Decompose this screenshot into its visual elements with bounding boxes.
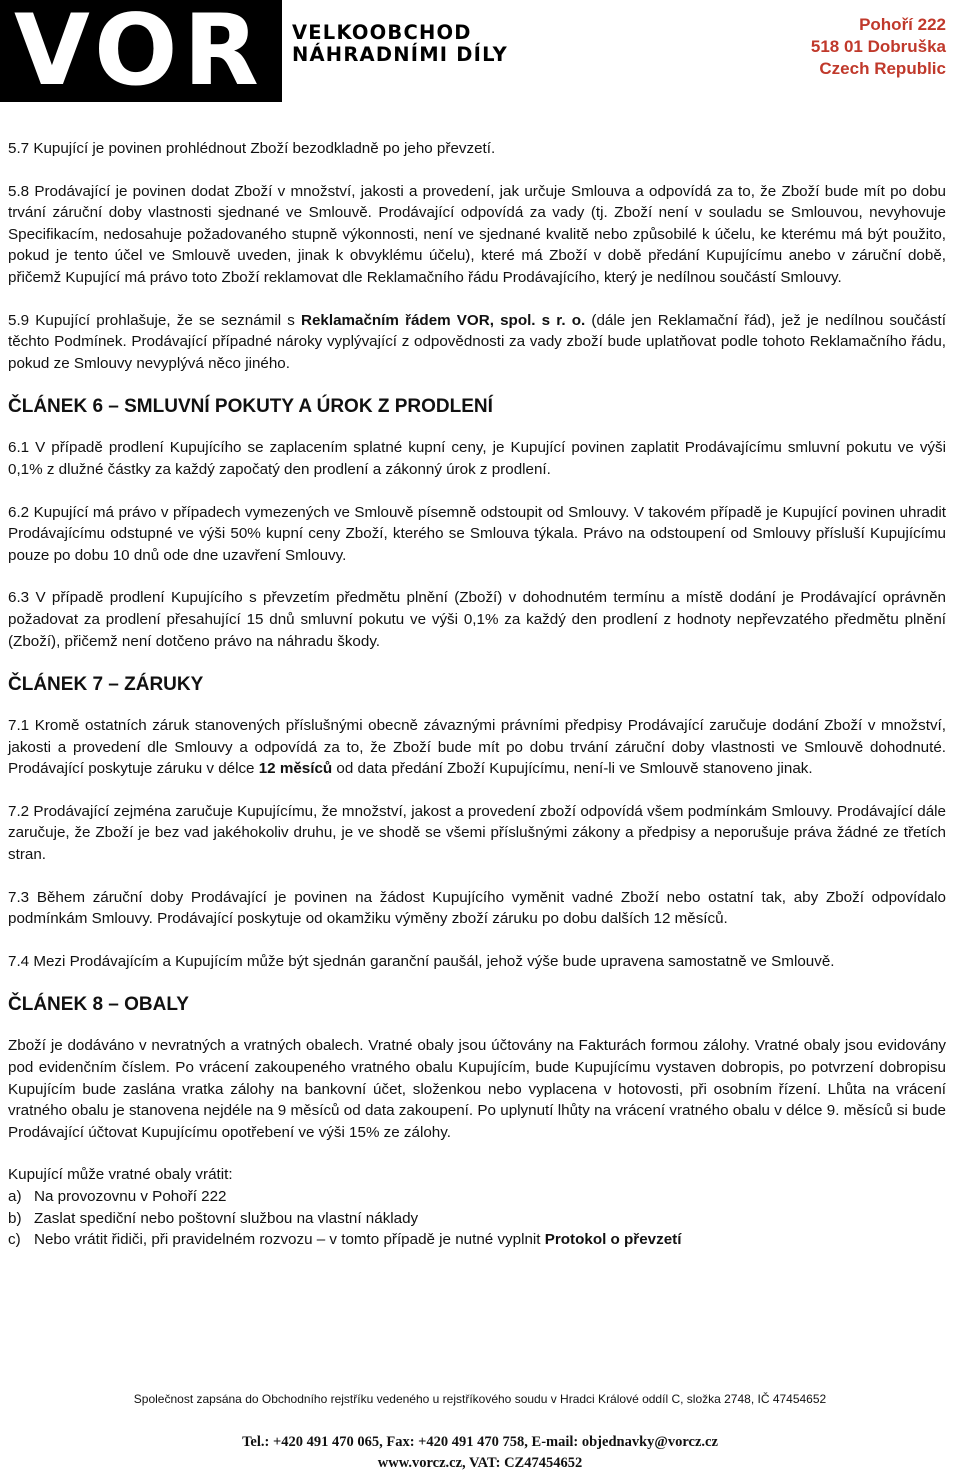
p59-text-a: 5.9 Kupující prohlašuje, že se seznámil s xyxy=(8,311,301,329)
list-marker: b) xyxy=(8,1209,22,1227)
vor-logo xyxy=(0,0,282,108)
paragraph-8: Zboží je dodáváno v nevratných a vratných obalech. Vratné obaly jsou účtovány na Fakturách formou zálohy. Vratné obaly jsou evidovány pod evidenčním číslem. Po vrácení zakoupeného vratného obalu Kupujícím, bude Kupujícímu vystaven dobropis, po potvrzení dobropisu Kupujícím bude zaslána vratka zálohy na bankovní účet, složenkou nebo vyplacena v hotovosti, při osobním řízení. Lhůta na vrácení vratného obalu je stanovena nejdéle na 9 měsíců od data zakoupení. Po uplynutí lhůty na vrácení vratného obalu v délce 9. měsíců si bude Prodávající účtovat Kupujícímu opotřebení ve výši 15% ze zálohy. xyxy=(8,1037,946,1141)
paragraph-6-1: 6.1 V případě prodlení Kupujícího se zaplacením splatné kupní ceny, je Kupující povinen zaplatit Prodávajícímu smluvní pokutu ve výši 0,1% z dlužné částky za každý započatý den prodlení a zákonný úrok z prodlení. xyxy=(8,439,946,478)
brand-name xyxy=(292,22,508,66)
p71-text-a: 7.1 Kromě ostatních záruk stanovených příslušnými obecně závaznými právními předpisy Prodávající zaručuje dodání Zboží v množství, jakosti a provedení dle Smlouvy a odpovídá za to, že Zboží bude mít po dobu trvání záruční doby vlastnosti ve Smlouvě dohodnuté. Prodávající poskytuje záruku v délce xyxy=(8,717,946,778)
list-item xyxy=(8,1229,946,1251)
list-text xyxy=(34,1229,681,1251)
registry-note: Společnost zapsána do Obchodního rejstříku vedeného u rejstříkového soudu v Hradci Králové oddíl C, složka 2748, IČ 47454652 xyxy=(133,1392,827,1406)
address-line-3: Czech Republic xyxy=(819,59,946,78)
article-7-heading: ČLÁNEK 7 – ZÁRUKY xyxy=(8,674,204,696)
paragraph-7-4: 7.4 Mezi Prodávajícím a Kupujícím může být sjednán garanční paušál, jehož výše bude upravena samostatně ve Smlouvě. xyxy=(8,952,835,970)
paragraph-6-2: 6.2 Kupující má právo v případech vymezených ve Smlouvě písemně odstoupit od Smlouvy. V takovém případě je Kupující povinen uhradit Prodávajícímu odstupné ve výši 50% kupní ceny Zboží, kterého se Smlouva týkala. Právo na odstoupení od Smlouvy přísluší Kupujícímu pouze po dobu 10 dnů ode dne uzavření Smlouvy. xyxy=(8,503,946,564)
brand-line-2: NÁHRADNÍMI DÍLY xyxy=(292,43,508,66)
brand-line-1: VELKOOBCHOD xyxy=(292,21,472,44)
paragraph-5-8: 5.8 Prodávající je povinen dodat Zboží v množství, jakosti a provedení, jak určuje Smlouva a odpovídá za to, že Zboží bude mít po dobu trvání záruční doby vlastnosti sjednané ve Smlouvě. Prodávající odpovídá za vady (tj. Zboží není v souladu se Smlouvou, nevyhovuje Specifikacím, nedosahuje požadovaného stupně výkonnosti, není ve sjednané kvalitě nebo způsobilé k účelu, ke kterému má být použito, pokud je tento účel ve Smlouvě uveden, jinak k obvyklému účelu), které má Zboží v době předání Kupujícímu anebo v záruční době, přičemž Kupující má právo toto Zboží reklamovat dle Reklamačního řádu Prodávajícího, který je nedílnou součástí Smlouvy. xyxy=(8,182,946,286)
p71-bold: 12 měsíců xyxy=(258,760,333,778)
p59-text-b: (dále jen Reklamační řád), jež je nedílnou součástí těchto Podmínek. Prodávající případné nároky vyplývající z odpovědnosti za vady zboží bude uplatňovat podle tohoto Reklamačního řádu, pokud ze Smlouvy nevyplývá něco jiného. xyxy=(8,311,946,372)
contact-footer xyxy=(0,1432,960,1474)
list-marker: c) xyxy=(8,1231,21,1249)
logo-text: VOR xyxy=(14,0,265,108)
article-6-heading: ČLÁNEK 6 – SMLUVNÍ POKUTY A ÚROK Z PRODLENÍ xyxy=(8,396,493,418)
p59-bold: Reklamačním řádem VOR, spol. s r. o. xyxy=(300,311,586,329)
list-item xyxy=(8,1186,946,1208)
list-marker: a) xyxy=(8,1188,22,1205)
address-line-1: Pohoří 222 xyxy=(859,15,946,34)
paragraph-5-7: 5.7 Kupující je povinen prohlédnout Zboží bezodkladně po jeho převzetí. xyxy=(8,140,496,157)
article-8-heading: ČLÁNEK 8 – OBALY xyxy=(8,994,189,1016)
paragraph-7-1 xyxy=(8,715,946,780)
list-text: Na provozovnu v Pohoří 222 xyxy=(34,1188,227,1205)
list-item xyxy=(8,1208,946,1230)
document-body xyxy=(8,138,946,1251)
paragraph-6-3: 6.3 V případě prodlení Kupujícího s převzetím předmětu plnění (Zboží) v dohodnutém termínu a místě dodání je Prodávající oprávněn požadovat za prodlení přesahující 15 dnů smluvní pokutu ve výši 0,1% za každý den prodlení z hodnoty nepřevzatého předmětu plnění (Zboží), přičemž není dotčeno právo na náhradu škody. xyxy=(8,589,946,650)
company-address xyxy=(811,14,946,80)
address-line-2: 518 01 Dobruška xyxy=(810,37,946,56)
paragraph-5-9 xyxy=(8,310,946,375)
return-options-list xyxy=(8,1186,946,1251)
list-text: Zaslat spediční nebo poštovní službou na vlastní náklady xyxy=(34,1209,419,1227)
p71-text-b: od data předání Zboží Kupujícímu, není-li ve Smlouvě stanoveno jinak. xyxy=(332,760,813,778)
list-text-bold: Protokol o převzetí xyxy=(544,1231,682,1249)
list-intro: Kupující může vratné obaly vrátit: xyxy=(8,1166,233,1184)
paragraph-7-3: 7.3 Během záruční doby Prodávající je povinen na žádost Kupujícího vyměnit vadné Zboží nebo ostatní tak, aby Zboží odpovídalo podmínkám Smlouvy. Prodávající poskytuje od okamžiku výměny zboží záruku po dobu dalších 12 měsíců. xyxy=(8,888,946,928)
web-vat-line: www.vorcz.cz, VAT: CZ47454652 xyxy=(377,1455,583,1471)
contact-line: Tel.: +420 491 470 065, Fax: +420 491 470 758, E-mail: objednavky@vorcz.cz xyxy=(242,1434,718,1450)
list-text-plain: Nebo vrátit řidiči, při pravidelném rozvozu – v tomto případě je nutné vyplnit xyxy=(34,1231,545,1249)
paragraph-7-2: 7.2 Prodávající zejména zaručuje Kupujícímu, že množství, jakost a provedení zboží odpovídá všem podmínkám Smlouvy. Prodávající dále zaručuje, že Zboží je bez vad jakéhokoliv druhu, je ve shodě se všemi příslušnými zákony a předpisy a neporušuje práva žádné ze třetích stran. xyxy=(8,802,946,864)
